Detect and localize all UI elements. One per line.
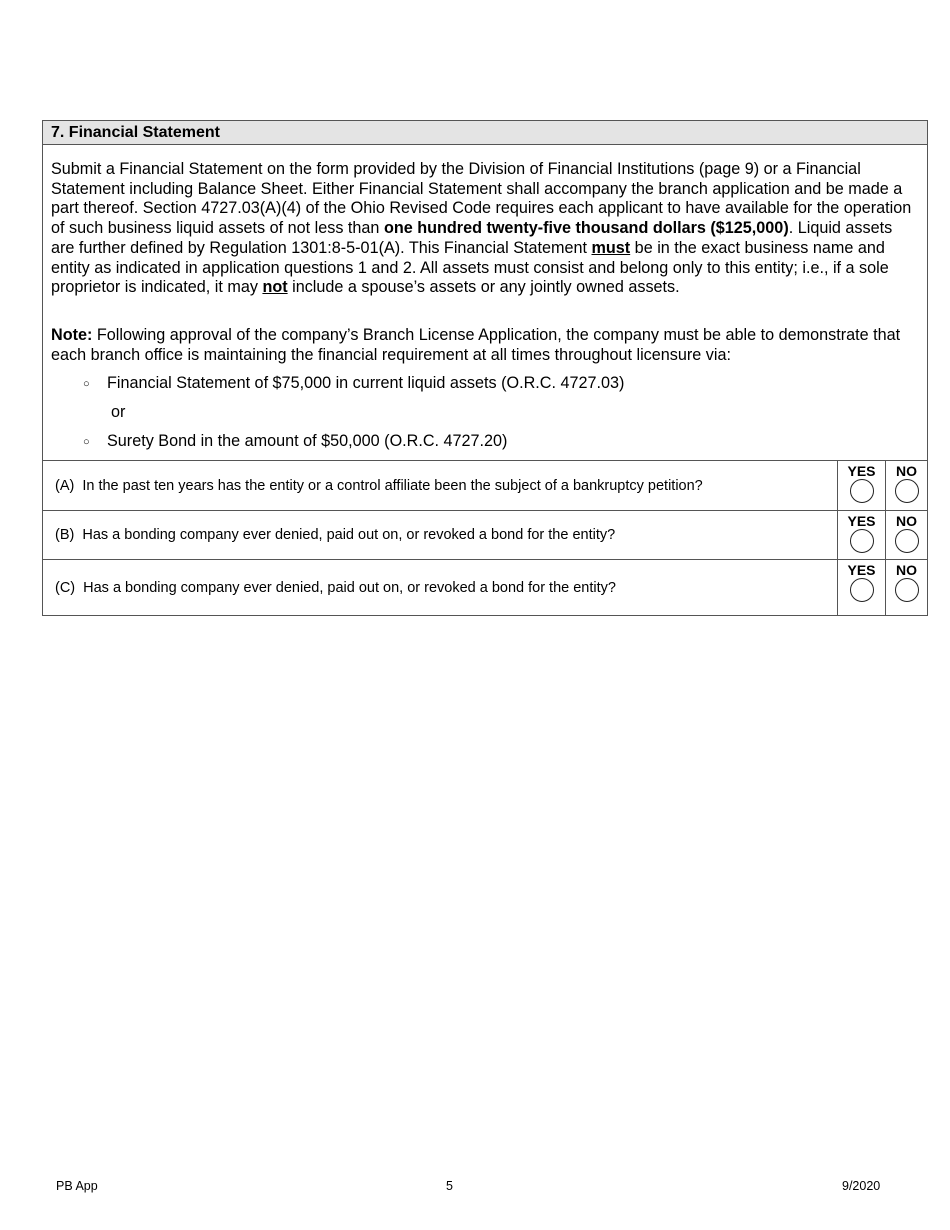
or-separator: or — [111, 403, 126, 422]
question-letter: (B) — [55, 527, 75, 544]
note-label: Note: — [51, 325, 93, 344]
intro-text-4: include a spouse’s assets or any jointly owned assets. — [287, 278, 680, 297]
amount-emphasis: one hundred twenty-five thousand dollars ($125,000) — [383, 219, 789, 238]
footer-revision-date: 9/2020 — [842, 1179, 881, 1193]
question-letter: (A) — [55, 477, 75, 494]
yes-label: YES — [847, 463, 876, 480]
no-label: NO — [896, 463, 917, 480]
yes-label: YES — [847, 513, 876, 530]
bullet-text: Surety Bond in the amount of $50,000 (O.R.C. 4727.20) — [107, 432, 508, 451]
question-text — [55, 560, 827, 615]
question-label: Has a bonding company ever denied, paid out on, or revoked a bond for the entity? — [82, 527, 616, 544]
question-row-c — [43, 560, 927, 615]
yes-cell — [837, 511, 885, 559]
yes-cell — [837, 461, 885, 510]
bullet-circle-icon: ○ — [83, 436, 90, 449]
bullet-circle-icon: ○ — [83, 378, 90, 391]
question-text — [55, 511, 827, 559]
intro-text-1: Submit a Financial Statement on the form provided by the Division of Financial Institutions (page 9) or a Financial Statement including Balance Sheet. Either Financial Statement shall accompany the branch application and be made a part thereof. Section 4727.03(A)(4) of the Ohio Revised Code requires each applicant to have available for the operation of such business liquid assets of not less than — [51, 160, 912, 238]
bullet-surety-bond — [51, 432, 919, 452]
questions-table — [43, 460, 927, 615]
bullet-text: Financial Statement of $75,000 in current liquid assets (O.R.C. 4727.03) — [107, 374, 625, 393]
yes-label: YES — [847, 562, 876, 579]
question-c-no-radio[interactable] — [895, 578, 919, 602]
footer-page-number: 5 — [446, 1179, 453, 1193]
section-body — [43, 145, 927, 452]
question-label: In the past ten years has the entity or a control affiliate been the subject of a bankruptcy petition? — [82, 477, 703, 494]
no-label: NO — [896, 562, 917, 579]
question-row-a — [43, 461, 927, 511]
question-a-no-radio[interactable] — [895, 479, 919, 503]
question-label: Has a bonding company ever denied, paid out on, or revoked a bond for the entity? — [83, 579, 616, 596]
question-c-yes-radio[interactable] — [850, 578, 874, 602]
question-b-no-radio[interactable] — [895, 529, 919, 553]
question-row-b — [43, 511, 927, 560]
note-paragraph — [51, 326, 919, 365]
question-a-yes-radio[interactable] — [850, 479, 874, 503]
no-cell — [885, 461, 927, 510]
question-text — [55, 461, 827, 510]
footer-form-name: PB App — [56, 1179, 98, 1193]
intro-text-2: . Liquid assets are further defined by Regulation 1301:8-5-01(A). This Financial Statement — [51, 219, 893, 257]
intro-text-3: be in the exact business name and entity as indicated in application questions 1 and 2. All assets must consist and belong only to this entity; i.e., if a sole proprietor is indicated, it may — [51, 238, 889, 297]
question-b-yes-radio[interactable] — [850, 529, 874, 553]
intro-paragraph — [51, 160, 919, 298]
must-emphasis: must — [591, 238, 631, 257]
financial-statement-section — [42, 120, 928, 616]
no-label: NO — [896, 513, 917, 530]
yes-cell — [837, 560, 885, 615]
section-title: 7. Financial Statement — [43, 121, 927, 145]
no-cell — [885, 511, 927, 559]
note-text: Following approval of the company’s Branch License Application, the company must be able to demonstrate that each branch office is maintaining the financial requirement at all times throughout licensure via: — [51, 325, 901, 364]
question-letter: (C) — [55, 579, 76, 596]
no-cell — [885, 560, 927, 615]
bullet-financial-statement — [51, 374, 919, 394]
not-emphasis: not — [262, 278, 288, 297]
